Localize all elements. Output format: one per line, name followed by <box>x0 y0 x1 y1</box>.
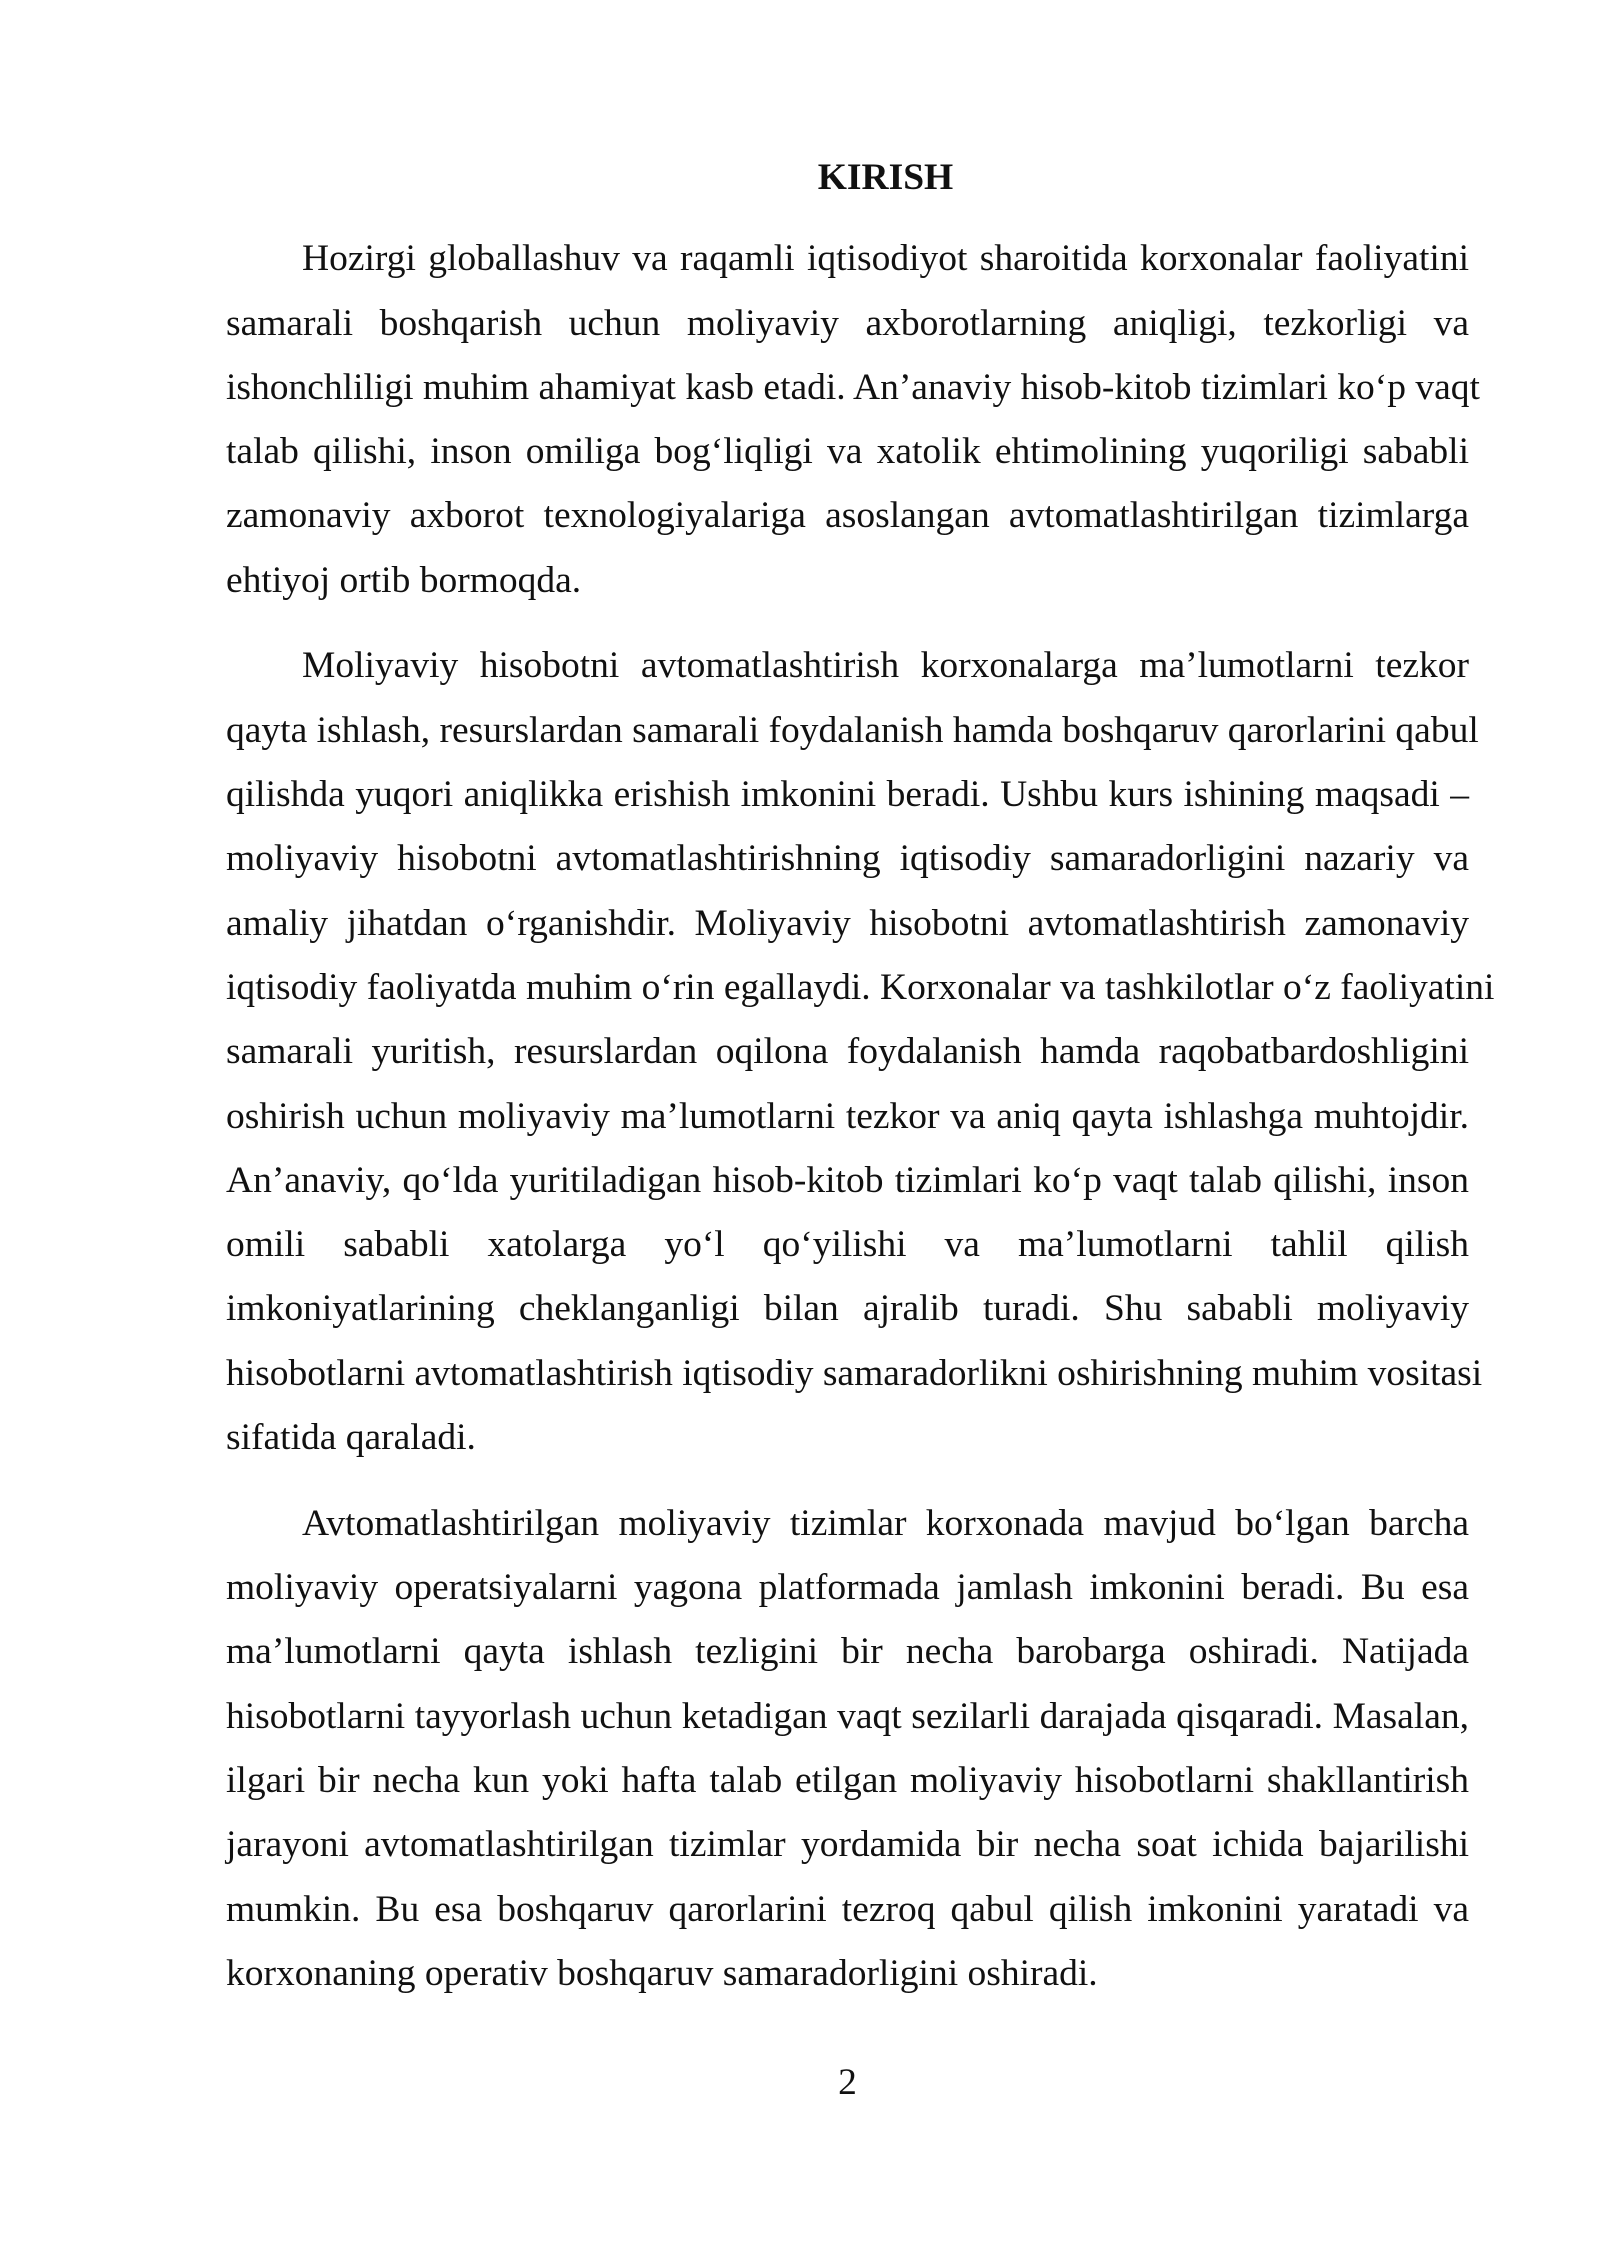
body-paragraph <box>226 1492 1469 2006</box>
page-number: 2 <box>838 2062 857 2103</box>
paragraph-line: ma’lumotlarni qayta ishlash tezligini bir necha barobarga oshiradi. Natijada <box>226 1631 1469 1673</box>
paragraph-line: hisobotlarni tayyorlash uchun ketadigan vaqt sezilarli darajada qisqaradi. Masalan, <box>226 1695 1469 1737</box>
paragraph-line: qilishda yuqori aniqlikka erishish imkonini beradi. Ushbu kurs ishining maqsadi – <box>226 774 1469 816</box>
paragraph-line: hisobotlarni avtomatlashtirish iqtisodiy samaradorlikni oshirishning muhim vositasi <box>226 1352 1483 1394</box>
paragraph-line: mumkin. Bu esa boshqaruv qarorlarini tezroq qabul qilish imkonini yaratadi va <box>226 1888 1469 1930</box>
paragraph-line: sifatida qaraladi. <box>226 1417 476 1459</box>
paragraph-line: Avtomatlashtirilgan moliyaviy tizimlar korxonada mavjud bo‘lgan barcha <box>302 1502 1469 1544</box>
section-heading: KIRISH <box>817 157 954 198</box>
paragraph-line: korxonaning operativ boshqaruv samaradorligini oshiradi. <box>226 1952 1098 1994</box>
paragraph-line: ishonchliligi muhim ahamiyat kasb etadi. An’anaviy hisob-kitob tizimlari ko‘p vaqt <box>226 366 1480 408</box>
paragraph-line: moliyaviy operatsiyalarni yagona platformada jamlash imkonini beradi. Bu esa <box>226 1567 1469 1609</box>
paragraph-line: imkoniyatlarining cheklanganligi bilan ajralib turadi. Shu sababli moliyaviy <box>226 1288 1469 1330</box>
paragraph-line: oshirish uchun moliyaviy ma’lumotlarni tezkor va aniq qayta ishlashga muhtojdir. <box>226 1095 1469 1137</box>
paragraph-line: moliyaviy hisobotni avtomatlashtirishning iqtisodiy samaradorligini nazariy va <box>226 838 1469 880</box>
paragraph-line: amaliy jihatdan o‘rganishdir. Moliyaviy hisobotni avtomatlashtirish zamonaviy <box>226 902 1469 944</box>
paragraph-line: ehtiyoj ortib bormoqda. <box>226 559 582 601</box>
paragraph-line: Moliyaviy hisobotni avtomatlashtirish korxonalarga ma’lumotlarni tezkor <box>302 645 1469 687</box>
paragraph-line: jarayoni avtomatlashtirilgan tizimlar yordamida bir necha soat ichida bajarilishi <box>226 1824 1469 1866</box>
body-paragraph <box>226 634 1495 1470</box>
paragraph-line: Hozirgi globallashuv va raqamli iqtisodiyot sharoitida korxonalar faoliyatini <box>302 238 1469 280</box>
paragraph-line: zamonaviy axborot texnologiyalariga asoslangan avtomatlashtirilgan tizimlarga <box>226 495 1469 537</box>
paragraph-line: samarali yuritish, resurslardan oqilona foydalanish hamda raqobatbardoshligini <box>226 1031 1469 1073</box>
paragraph-line: talab qilishi, inson omiliga bog‘liqligi va xatolik ehtimolining yuqoriligi sababli <box>226 431 1469 473</box>
paragraph-line: samarali boshqarish uchun moliyaviy axborotlarning aniqligi, tezkorligi va <box>226 302 1469 344</box>
paragraph-line: qayta ishlash, resurslardan samarali foydalanish hamda boshqaruv qarorlarini qabul <box>226 709 1479 751</box>
paragraph-line: iqtisodiy faoliyatda muhim o‘rin egallaydi. Korxonalar va tashkilotlar o‘z faoliyatini <box>226 966 1495 1008</box>
body-paragraph <box>226 227 1480 613</box>
paragraph-line: omili sababli xatolarga yo‘l qo‘yilishi va ma’lumotlarni tahlil qilish <box>226 1224 1469 1266</box>
body-text <box>226 227 1495 2027</box>
paragraph-line: An’anaviy, qo‘lda yuritiladigan hisob-kitob tizimlari ko‘p vaqt talab qilishi, inson <box>226 1159 1469 1201</box>
paragraph-line: ilgari bir necha kun yoki hafta talab etilgan moliyaviy hisobotlarni shakllantirish <box>226 1759 1469 1801</box>
